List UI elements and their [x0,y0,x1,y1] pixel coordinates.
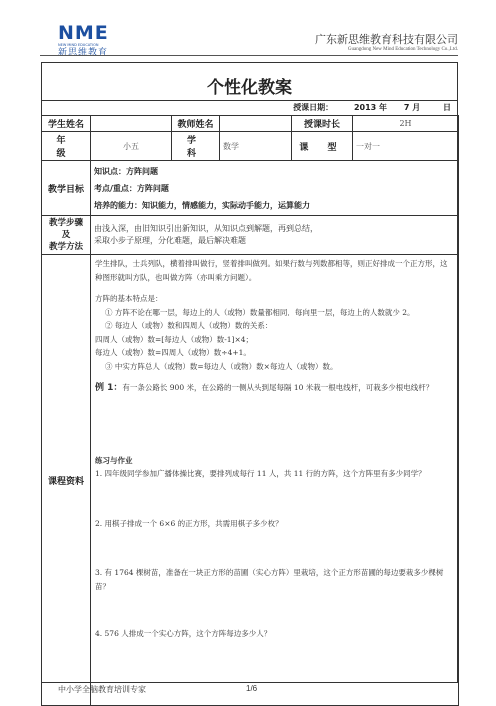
course-material-content [91,255,459,706]
goal-key-points: 考点/重点：方阵问题 [94,183,169,193]
subject-value: 数学 [220,132,292,161]
date-year: 2013 年 [353,103,388,112]
company-name-en: Guangdong New Mind Education Technology Co.,Ltd. [347,47,458,52]
example-text: 有一条公路长 900 米，在公路的一侧从头到尾每隔 10 米栽一根电线杆，可栽多少根电线杆？ [122,383,434,392]
logo-subtitle: NEW MIND EDUCATION [58,43,99,47]
logo-mark: NME [58,22,109,44]
page-number: 1/6 [246,684,258,693]
company-name-cn: 广东新思维教育科技有限公司 [315,33,458,46]
practice-question-2: 2. 用棋子排成一个 6×6 的正方形，共需用棋子多少枚？ [95,518,283,528]
feature-1: ① 方阵不论在哪一层，每边上的人（或物）数量都相同．每向里一层，每边上的人数就少 2。 [105,307,415,317]
info-row-1 [42,116,459,132]
formula-1: 四周人（或物）数=[每边人（或物）数-1]×4； [95,334,253,344]
header-divider [40,55,458,56]
teaching-method-content [91,216,459,255]
feature-2: ② 每边人（或物）数和四周人（或物）数的关系： [105,321,273,330]
method-row [42,216,459,255]
info-row-2 [42,132,459,161]
practice-title: 练习与作业 [95,455,133,465]
practice-question-4: 4. 576 人排成一个实心方阵，这个方阵每边多少人？ [95,629,272,638]
lesson-plan-document [41,62,458,683]
course-intro: 学生排队，士兵列队，横着排叫做行，竖着排叫做列。如果行数与列数都相等，则正好排成一个正方形，这种图形就叫方队，也叫做方阵（亦叫乘方问题）。 [95,259,448,282]
student-name-value [91,116,172,132]
goal-knowledge: 知识点：方阵问题 [94,166,158,176]
title-divider [42,100,457,101]
duration-label: 授课时长 [292,116,353,132]
teaching-goals-label: 教学目标 [42,161,91,216]
feature-3: ③ 中实方阵总人（或物）数=每边人（或物）数×每边人（或物）数。 [105,361,338,371]
teaching-method-label [42,216,91,255]
lesson-type-value: 一对一 [353,132,459,161]
grade-value: 小五 [91,132,172,161]
goals-row [42,161,459,216]
lesson-type-label: 课 型 [292,132,353,161]
date-label: 授课日期： [293,103,334,112]
course-material-label: 课程资料 [42,255,91,706]
features-title: 方阵的基本特点是： [95,294,163,303]
date-day: 日 [443,103,451,112]
footer-slogan: 中小学全脑教育培训专家 [58,685,146,694]
teacher-name-value [220,116,292,132]
student-name-label: 学生姓名 [42,116,91,132]
formula-2: 每边人（或物）数=四周人（或物）数÷4+1。 [95,348,251,357]
lesson-date-row [293,102,451,113]
method-label-line-1: 教学步骤及 [48,218,83,240]
logo-chinese-name: 新思维教育 [58,48,109,58]
example-label: 例 1： [95,383,123,393]
teacher-name-label: 教师姓名 [172,116,220,132]
practice-question-1: 1. 四年级同学参加广播体操比赛，要排列成每行 11 人，共 11 行的方阵，这个方阵里有多少同学？ [95,469,426,478]
company-logo [58,24,114,59]
company-header [315,33,458,54]
lesson-plan-table [41,115,459,706]
teaching-goals-content [91,161,459,216]
subject-label: 学 科 [172,132,220,161]
date-month: 7 月 [403,103,421,112]
method-label-line-2: 教学方法 [48,242,83,252]
method-line-1: 由浅入深，由旧知识引出新知识，从知识点到解题，再到总结， [94,224,318,233]
practice-question-3: 3. 有 1764 棵树苗，准备在一块正方形的苗圃（实心方阵）里栽培，这个正方形苗圃的每边要栽多少棵树苗？ [95,568,444,591]
grade-label: 年 级 [42,132,91,161]
goal-abilities: 培养的能力：知识能力，情感能力，实际动手能力，运算能力 [94,200,310,210]
course-material-row [42,255,459,706]
duration-value: 2H [353,116,459,132]
document-title: 个性化教案 [207,78,292,98]
method-line-2: 采取小步子原理，分化难题，最后解决难题 [94,236,246,245]
example-1 [95,381,454,396]
